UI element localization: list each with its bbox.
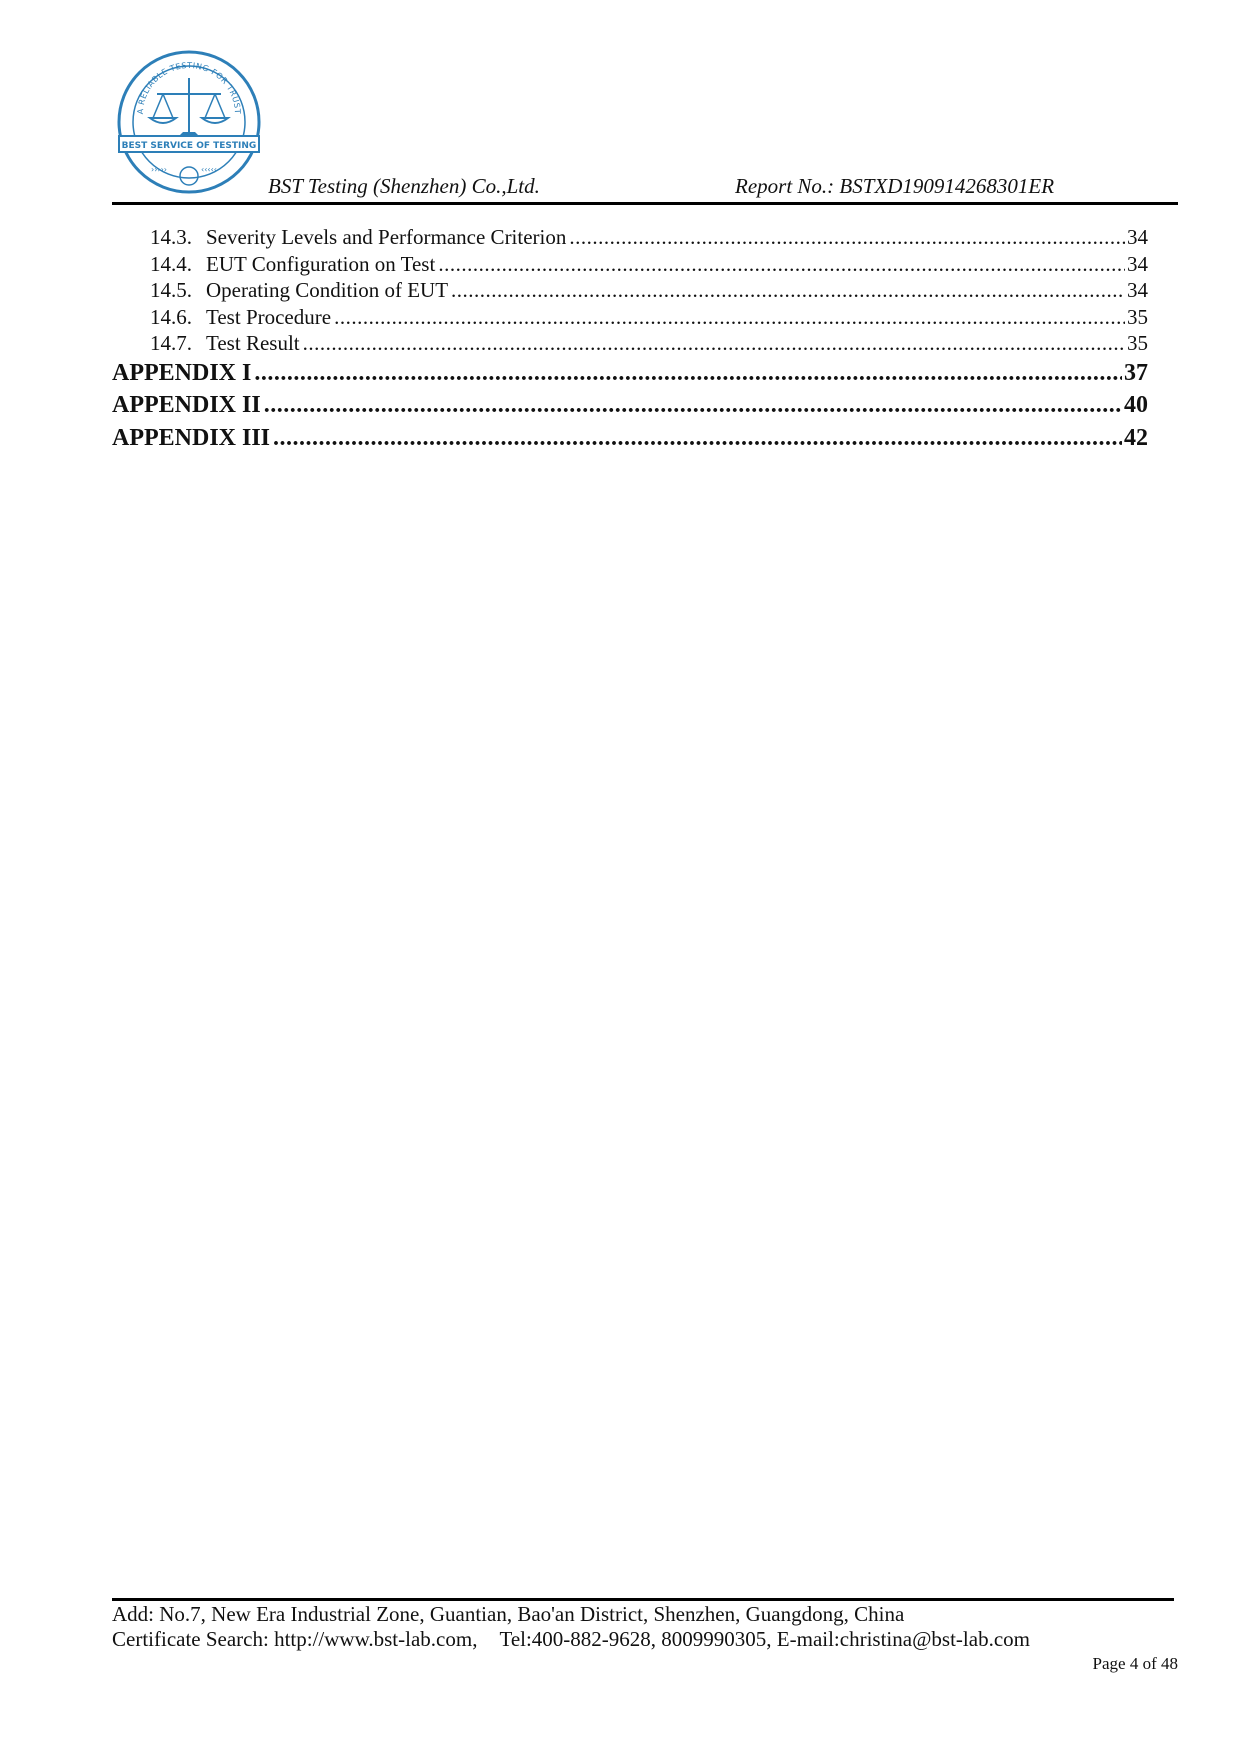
toc-leader-dots — [254, 357, 1122, 390]
toc-entry-page: 40 — [1124, 392, 1148, 418]
toc-entry-14-6[interactable] — [112, 304, 1148, 331]
toc-leader-dots — [273, 422, 1122, 455]
toc-entry-title: Test Procedure — [206, 304, 332, 329]
toc-entry-appendix-iii[interactable] — [112, 422, 1148, 455]
toc-leader-dots — [334, 304, 1125, 331]
toc-entry-title: Test Result — [206, 331, 300, 355]
toc-entry-title: Operating Condition of EUT — [206, 278, 449, 302]
svg-text:›››››: ››››› — [151, 165, 167, 174]
toc-entry-14-7[interactable] — [112, 330, 1148, 357]
toc-entry-number: 14.5. — [150, 278, 192, 302]
toc-leader-dots — [264, 389, 1122, 422]
toc-entry-page: 34 — [1127, 278, 1148, 302]
toc-leader-dots — [569, 224, 1125, 251]
footer-contact: Tel:400-882-9628, 8009990305, E-mail:christina@bst-lab.com — [499, 1627, 1030, 1651]
toc-entry-page: 35 — [1127, 304, 1148, 329]
toc-entry-14-5[interactable] — [112, 277, 1148, 304]
table-of-contents — [112, 224, 1148, 454]
toc-leader-dots — [303, 330, 1125, 357]
footer-certificate-search[interactable]: Certificate Search: http://www.bst-lab.com, — [112, 1627, 478, 1651]
svg-text:‹‹‹‹‹: ‹‹‹‹‹ — [201, 165, 217, 174]
footer-address: Add: No.7, New Era Industrial Zone, Guantian, Bao'an District, Shenzhen, Guangdong, China — [112, 1602, 905, 1626]
toc-entry-page: 34 — [1127, 225, 1148, 249]
toc-entry-number: 14.6. — [150, 304, 192, 329]
toc-entry-14-4[interactable] — [112, 251, 1148, 278]
toc-leader-dots — [438, 251, 1125, 278]
toc-entry-title: EUT Configuration on Test — [206, 251, 436, 276]
logo-ring-text: A RELIABLE TESTING FOR TRUST — [135, 60, 243, 115]
toc-entry-title: APPENDIX II — [112, 392, 261, 418]
company-logo — [115, 48, 263, 196]
toc-entry-page: 42 — [1124, 424, 1148, 451]
header-divider — [112, 202, 1178, 205]
footer-contact-line — [112, 1627, 1030, 1652]
header-report-number: Report No.: BSTXD190914268301ER — [735, 174, 1055, 198]
toc-entry-title: APPENDIX I — [112, 359, 252, 386]
toc-entry-number: 14.7. — [150, 331, 192, 355]
toc-entry-number: 14.3. — [150, 225, 192, 249]
toc-entry-title: Severity Levels and Performance Criterion — [206, 225, 567, 249]
toc-entry-14-3[interactable] — [112, 224, 1148, 251]
logo-banner-text: BEST SERVICE OF TESTING — [121, 141, 257, 151]
toc-entry-page: 37 — [1124, 359, 1148, 386]
footer-divider — [112, 1598, 1174, 1601]
toc-entry-title: APPENDIX III — [112, 424, 271, 451]
page-number: Page 4 of 48 — [1092, 1654, 1178, 1673]
toc-entry-appendix-ii[interactable] — [112, 389, 1148, 422]
toc-entry-page: 34 — [1127, 251, 1148, 276]
toc-entry-page: 35 — [1127, 331, 1148, 355]
toc-entry-appendix-i[interactable] — [112, 357, 1148, 390]
toc-entry-number: 14.4. — [150, 251, 192, 276]
header-company-name: BST Testing (Shenzhen) Co.,Ltd. — [268, 174, 540, 198]
toc-leader-dots — [451, 277, 1125, 304]
